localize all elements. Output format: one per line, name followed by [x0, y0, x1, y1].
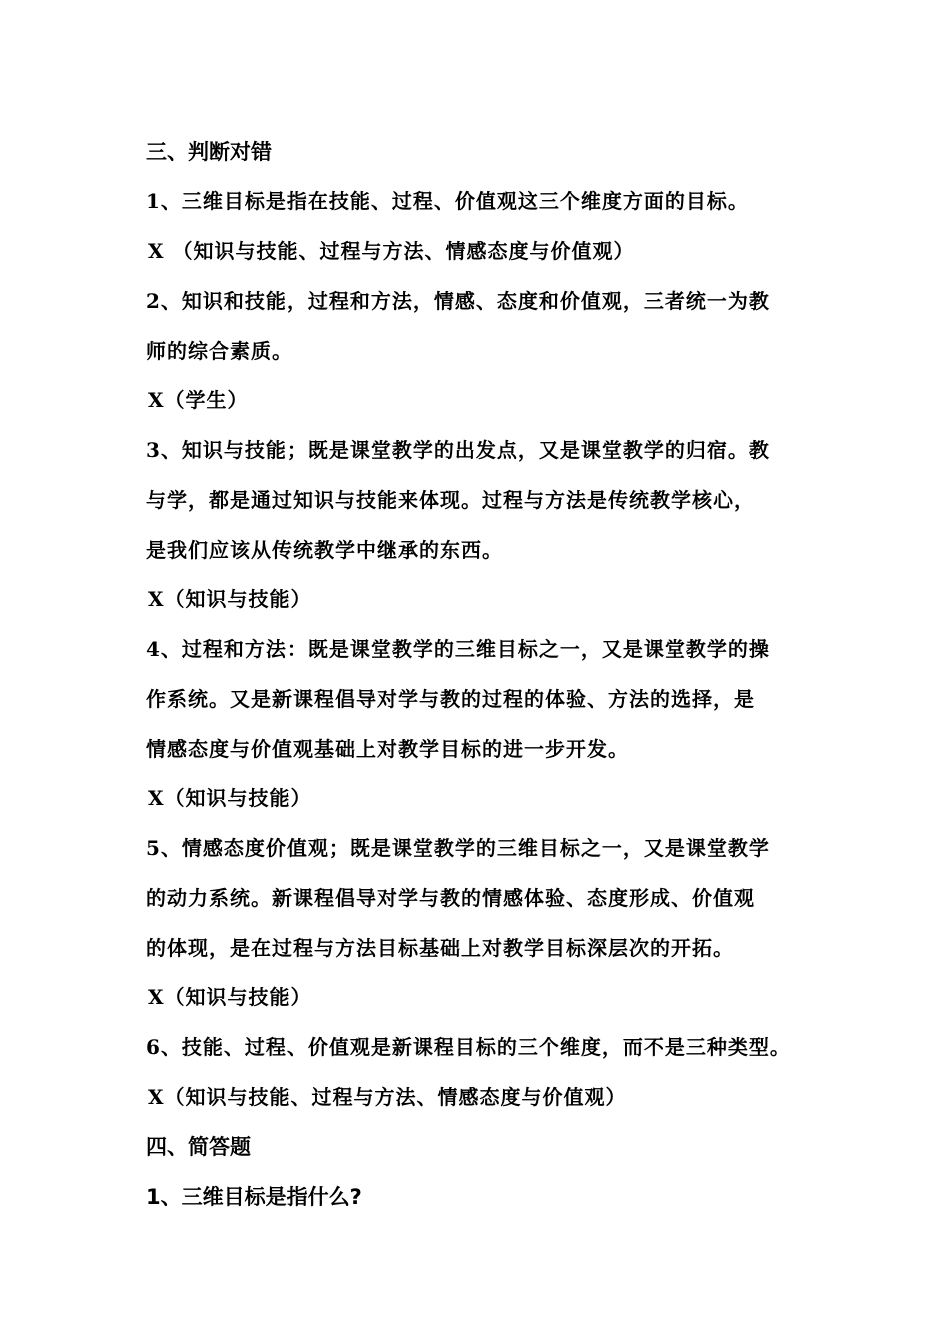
item-2-answer: X（学生） — [148, 388, 249, 412]
item-3-line-3: 是我们应该从传统教学中继承的东西。 — [146, 538, 503, 562]
item-4-line-3: 情感态度与价值观基础上对教学目标的进一步开发。 — [146, 737, 629, 761]
item-5-answer: X（知识与技能） — [148, 985, 312, 1009]
item-6-answer: X（知识与技能、过程与方法、情感态度与价值观） — [148, 1085, 627, 1109]
item-4-line-2: 作系统。又是新课程倡导对学与教的过程的体验、方法的选择，是 — [146, 687, 755, 711]
item-1-answer: X （知识与技能、过程与方法、情感态度与价值观） — [148, 239, 635, 263]
item-4-line-1: 4、过程和方法：既是课堂教学的三维目标之一，又是课堂教学的操 — [146, 637, 770, 661]
item-3-line-1: 3、知识与技能；既是课堂教学的出发点，又是课堂教学的归宿。教 — [146, 438, 770, 462]
item-6-line-1: 6、技能、过程、价值观是新课程目标的三个维度，而不是三种类型。 — [146, 1035, 791, 1059]
item-1-line-1: 1、三维目标是指在技能、过程、价值观这三个维度方面的目标。 — [146, 189, 749, 213]
item-3-line-2: 与学，都是通过知识与技能来体现。过程与方法是传统教学核心， — [146, 488, 755, 512]
section-4-title: 四、简答题 — [146, 1135, 251, 1159]
item-5-line-2: 的动力系统。新课程倡导对学与教的情感体验、态度形成、价值观 — [146, 886, 755, 910]
item-2-line-1: 2、知识和技能，过程和方法，情感、态度和价值观，三者统一为教 — [146, 289, 770, 313]
item-2-line-2: 师的综合素质。 — [146, 339, 293, 363]
item-5-line-1: 5、情感态度价值观；既是课堂教学的三维目标之一，又是课堂教学 — [146, 836, 770, 860]
section-3-title: 三、判断对错 — [146, 140, 272, 164]
item-4-answer: X（知识与技能） — [148, 786, 312, 810]
item-5-line-3: 的体现，是在过程与方法目标基础上对教学目标深层次的开拓。 — [146, 936, 734, 960]
item-3-answer: X（知识与技能） — [148, 587, 312, 611]
question-1: 1、三维目标是指什么? — [146, 1185, 362, 1209]
